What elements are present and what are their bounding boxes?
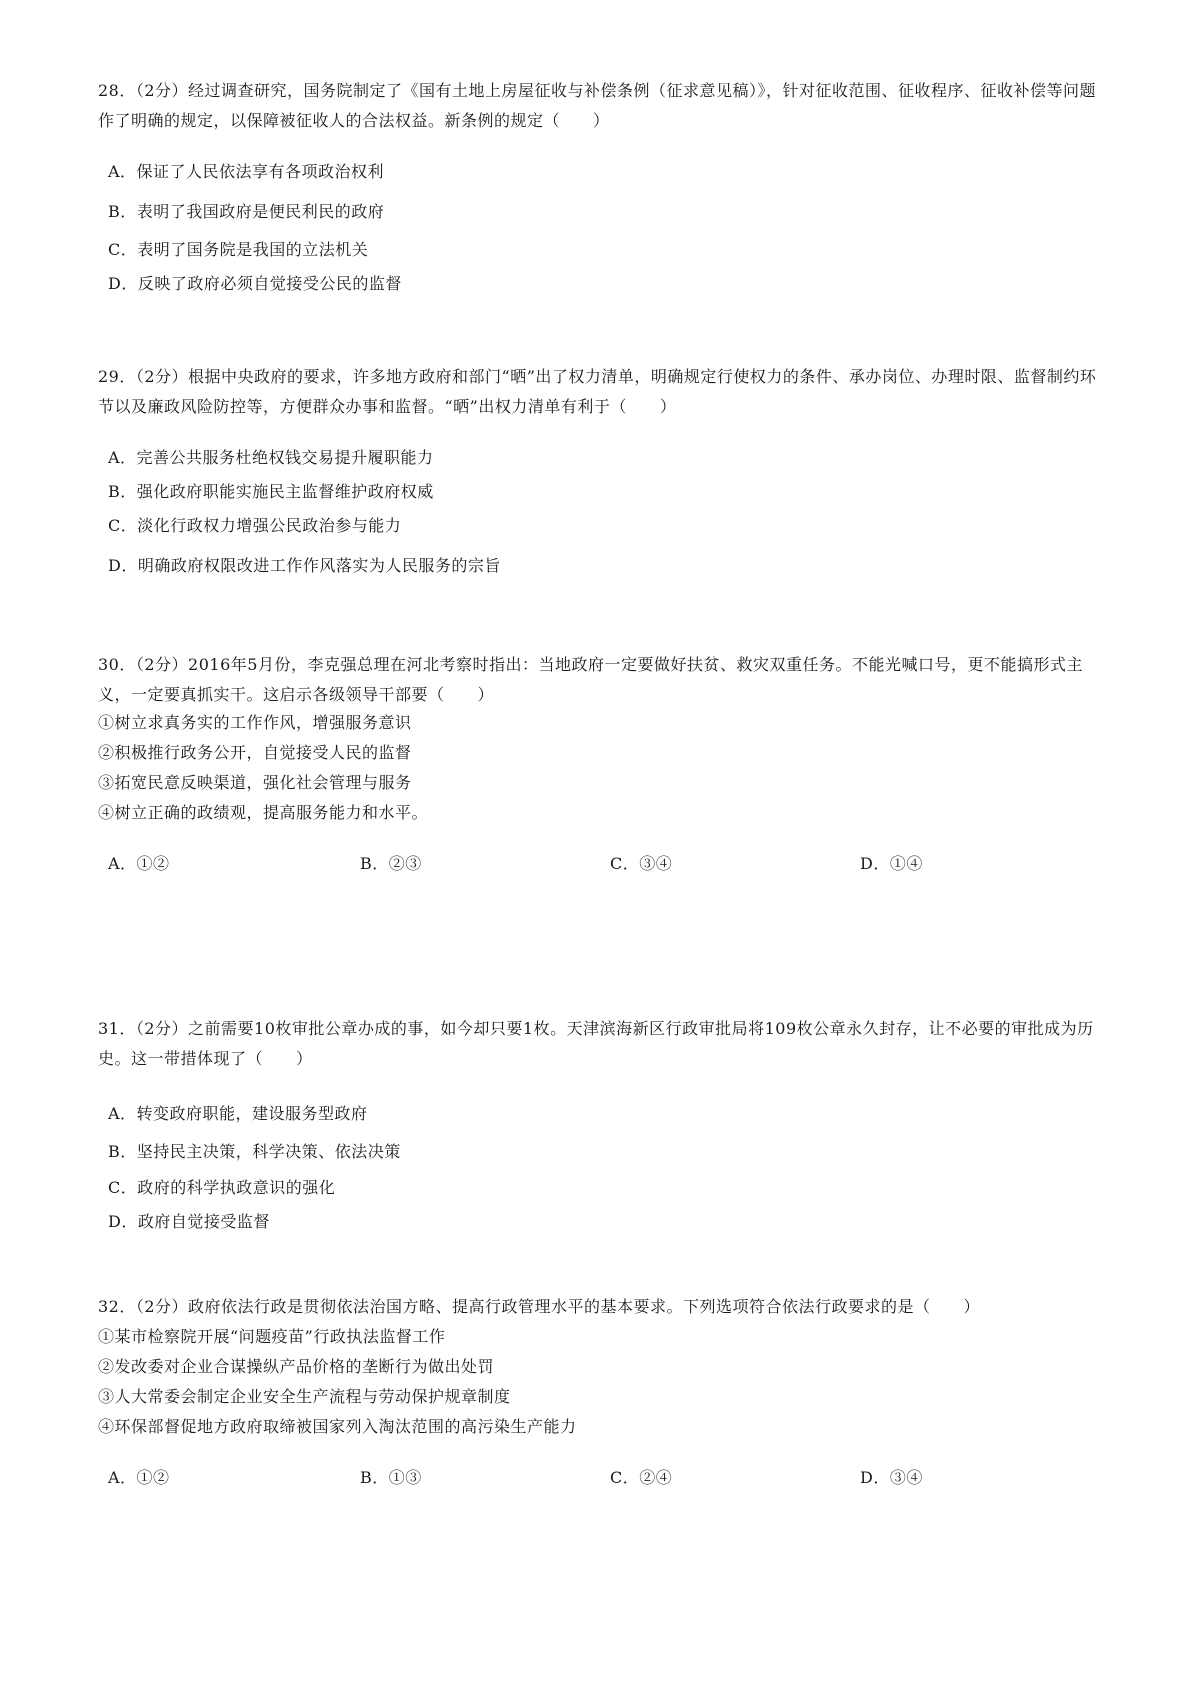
statement-3: ③拓宽民意反映渠道，强化社会管理与服务 xyxy=(98,773,412,792)
option-c: C．表明了国务院是我国的立法机关 xyxy=(108,240,369,259)
option-a: A．保证了人民依法享有各项政治权利 xyxy=(108,162,385,181)
statement-2: ②积极推行政务公开，自觉接受人民的监督 xyxy=(98,743,412,762)
option-b: B．坚持民主决策，科学决策、依法决策 xyxy=(108,1142,401,1161)
option-c: C．③④ xyxy=(610,854,673,873)
option-d: D．③④ xyxy=(860,1468,923,1487)
statement-2: ②发改委对企业合谋操纵产品价格的垄断行为做出处罚 xyxy=(98,1357,495,1376)
statement-4: ④环保部督促地方政府取缔被国家列入淘汰范围的高污染生产能力 xyxy=(98,1417,577,1436)
option-b: B．①③ xyxy=(360,1468,422,1487)
question-stem: 30．（2分）2016年5月份，李克强总理在河北考察时指出：当地政府一定要做好扶贫、救灾双重任务。不能光喊口号，更不能搞形式主义，一定要真抓实干。这启示各级领导干部要（ ） xyxy=(98,655,1083,704)
statement-1: ①某市检察院开展“问题疫苗”行政执法监督工作 xyxy=(98,1327,446,1346)
option-b: B．强化政府职能实施民主监督维护政府权威 xyxy=(108,482,434,501)
option-c: C．②④ xyxy=(610,1468,673,1487)
option-d: D．明确政府权限改进工作作风落实为人民服务的宗旨 xyxy=(108,556,501,575)
question-29 xyxy=(98,362,1108,575)
question-stem: 28．（2分）经过调查研究，国务院制定了《国有土地上房屋征收与补偿条例（征求意见稿）》，针对征收范围、征收程序、征收补偿等问题作了明确的规定，以保障被征收人的合法权益。新条例的规定（ ） xyxy=(98,81,1097,130)
question-31 xyxy=(98,1014,1108,1231)
question-stem: 31．（2分）之前需要10枚审批公章办成的事，如今却只要1枚。天津滨海新区行政审批局将109枚公章永久封存，让不必要的审批成为历史。这一带措体现了（ ） xyxy=(98,1019,1094,1068)
question-30 xyxy=(98,650,1108,873)
option-b: B．表明了我国政府是便民利民的政府 xyxy=(108,202,385,221)
question-stem: 29．（2分）根据中央政府的要求，许多地方政府和部门“晒”出了权力清单，明确规定行使权力的条件、承办岗位、办理时限、监督制约环节以及廉政风险防控等，方便群众办事和监督。“晒”出权力清单有利于（ ） xyxy=(98,367,1097,416)
option-c: C．淡化行政权力增强公民政治参与能力 xyxy=(108,516,402,535)
option-a: A．①② xyxy=(108,1468,170,1487)
statement-3: ③人大常委会制定企业安全生产流程与劳动保护规章制度 xyxy=(98,1387,511,1406)
option-d: D．①④ xyxy=(860,854,923,873)
question-32 xyxy=(98,1292,1108,1487)
option-d: D．反映了政府必须自觉接受公民的监督 xyxy=(108,274,402,293)
statement-1: ①树立求真务实的工作作风，增强服务意识 xyxy=(98,713,412,732)
option-d: D．政府自觉接受监督 xyxy=(108,1212,270,1231)
statement-4: ④树立正确的政绩观，提高服务能力和水平。 xyxy=(98,803,429,822)
option-a: A．完善公共服务杜绝权钱交易提升履职能力 xyxy=(108,448,434,467)
option-a: A．转变政府职能，建设服务型政府 xyxy=(108,1104,368,1123)
option-b: B．②③ xyxy=(360,854,422,873)
option-a: A．①② xyxy=(108,854,170,873)
option-c: C．政府的科学执政意识的强化 xyxy=(108,1178,336,1197)
question-stem: 32．（2分）政府依法行政是贯彻依法治国方略、提高行政管理水平的基本要求。下列选项符合依法行政要求的是（ ） xyxy=(98,1297,981,1316)
question-28 xyxy=(98,76,1108,293)
